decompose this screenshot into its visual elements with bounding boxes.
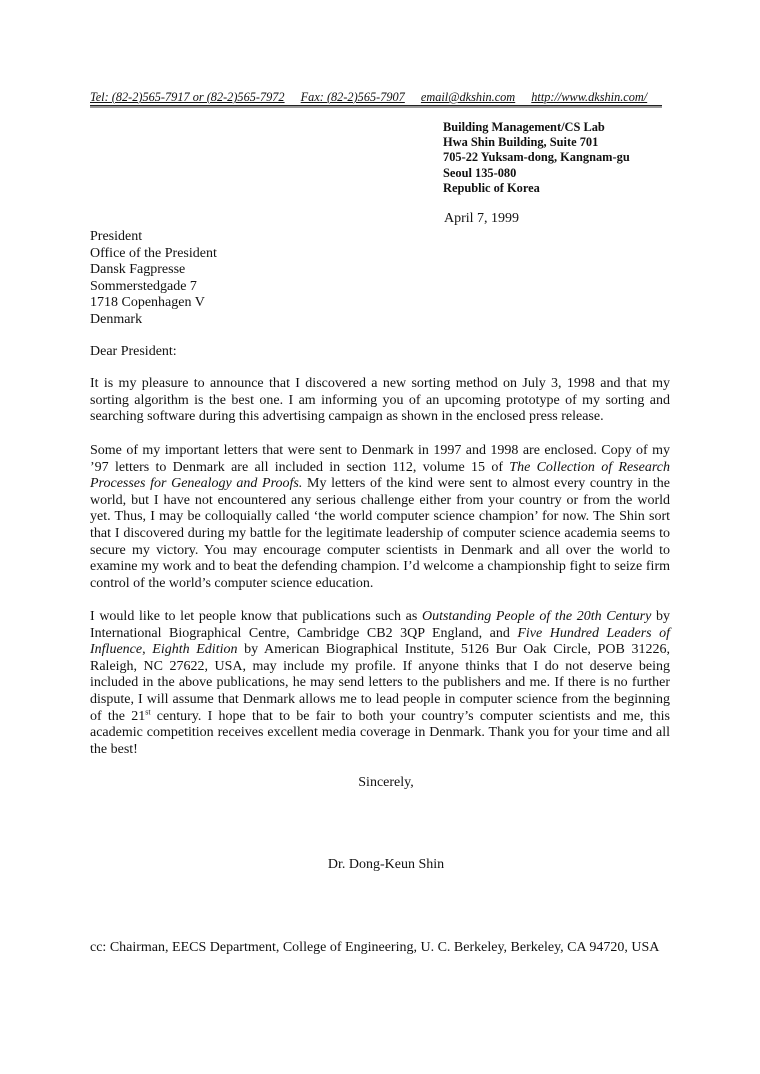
sender-address-line: Seoul 135-080 — [443, 165, 517, 180]
recipient-line: President — [90, 229, 143, 244]
contact-header — [90, 90, 662, 106]
sender-address-line: Republic of Korea — [443, 180, 540, 195]
paragraph-text: My letters of the kind were sent to almost every country in the world, but I have not encountered any serious challenge either from your country or from the world yet. Thus, I may be colloquially called ‘the world computer science champion’ for now. The Shin sort that I discovered during my battle for the legitimate leadership of computer science academia seems to secure my victory. You may encourage computer scientists in Denmark and all over the world to examine my work and to beat the defending champion. I’d welcome a championship fight to seize firm control of the world’s computer science education. — [90, 476, 670, 591]
recipient-line: 1718 Copenhagen V — [90, 295, 205, 311]
fax-number: Fax: (82-2)565-7907 — [300, 90, 405, 104]
sender-address-line: 705-22 Yuksam-dong, Kangnam-gu — [443, 150, 630, 165]
paragraph-text: by International Biographical Centre, Cambridge CB2 3QP England, and — [90, 609, 671, 641]
letter-date: April 7, 1999 — [444, 211, 520, 226]
recipient-line: Dansk Fagpresse — [90, 262, 186, 278]
recipient-line: Office of the President — [90, 245, 217, 261]
publication-title: Five Hundred Leaders of Influence — [90, 625, 671, 658]
telephone-numbers: Tel: (82-2)565-7917 or (82-2)565-7972 — [90, 90, 285, 104]
signature-name: Dr. Dong-Keun Shin — [327, 857, 445, 872]
recipient-address — [90, 229, 217, 329]
paragraph-text: , — [142, 642, 153, 658]
sender-address-line: Hwa Shin Building, Suite 701 — [443, 135, 599, 150]
carbon-copy-line: cc: Chairman, EECS Department, College of Engineering, U. C. Berkeley, Berkeley, CA 94720, USA — [90, 940, 660, 955]
ordinal-superscript: st — [145, 706, 151, 716]
body-paragraph-3 — [90, 609, 670, 758]
sender-address-line: Building Management/CS Lab — [443, 120, 605, 134]
body-paragraph-1: It is my pleasure to announce that I discovered a new sorting method on July 3, 1998 and that my sorting algorithm is the best one. I am informing you of an upcoming prototype of my sorting and searching software during this advertising campaign as shown in the enclosed press release. — [90, 376, 670, 425]
email-address: email@dkshin.com — [420, 90, 516, 104]
sender-address — [443, 120, 630, 196]
paragraph-text: Some of my important letters that were sent to Denmark in 1997 and 1998 are enclosed. Copy of my ’97 letters to Denmark are all included in section 112, volume 15 of — [90, 443, 670, 475]
recipient-line: Sommerstedgade 7 — [90, 278, 197, 294]
salutation: Dear President: — [90, 344, 177, 359]
website-url: http://www.dkshin.com/ — [531, 90, 648, 104]
publication-edition: Eighth Edition — [152, 642, 238, 658]
recipient-line: Denmark — [90, 311, 143, 327]
paragraph-text: I would like to let people know that publications such as — [90, 609, 422, 624]
paragraph-text: by American Biographical Institute, 5126 Bur Oak Circle, POB 31226, Raleigh, NC 27622, USA, may include my profile. If anyone thinks that I do not deserve being included in the above publications, he may send letters to the publishers and me. If there is no further dispute, I will assume that Denmark allows me to lead people in computer science from the beginning of the 21 — [90, 642, 670, 724]
closing: Sincerely, — [358, 775, 414, 790]
publication-title: Outstanding People of the 20th Century — [421, 609, 652, 624]
paragraph-text: century. I hope that to be fair to both your country’s computer scientists and me, this academic competition receives excellent media coverage in Denmark. Thank you for your time and all the best! — [90, 708, 671, 757]
publication-title: The Collection of Research Processes for Genealogy and Proofs. — [90, 459, 670, 492]
body-paragraph-2 — [90, 443, 670, 592]
